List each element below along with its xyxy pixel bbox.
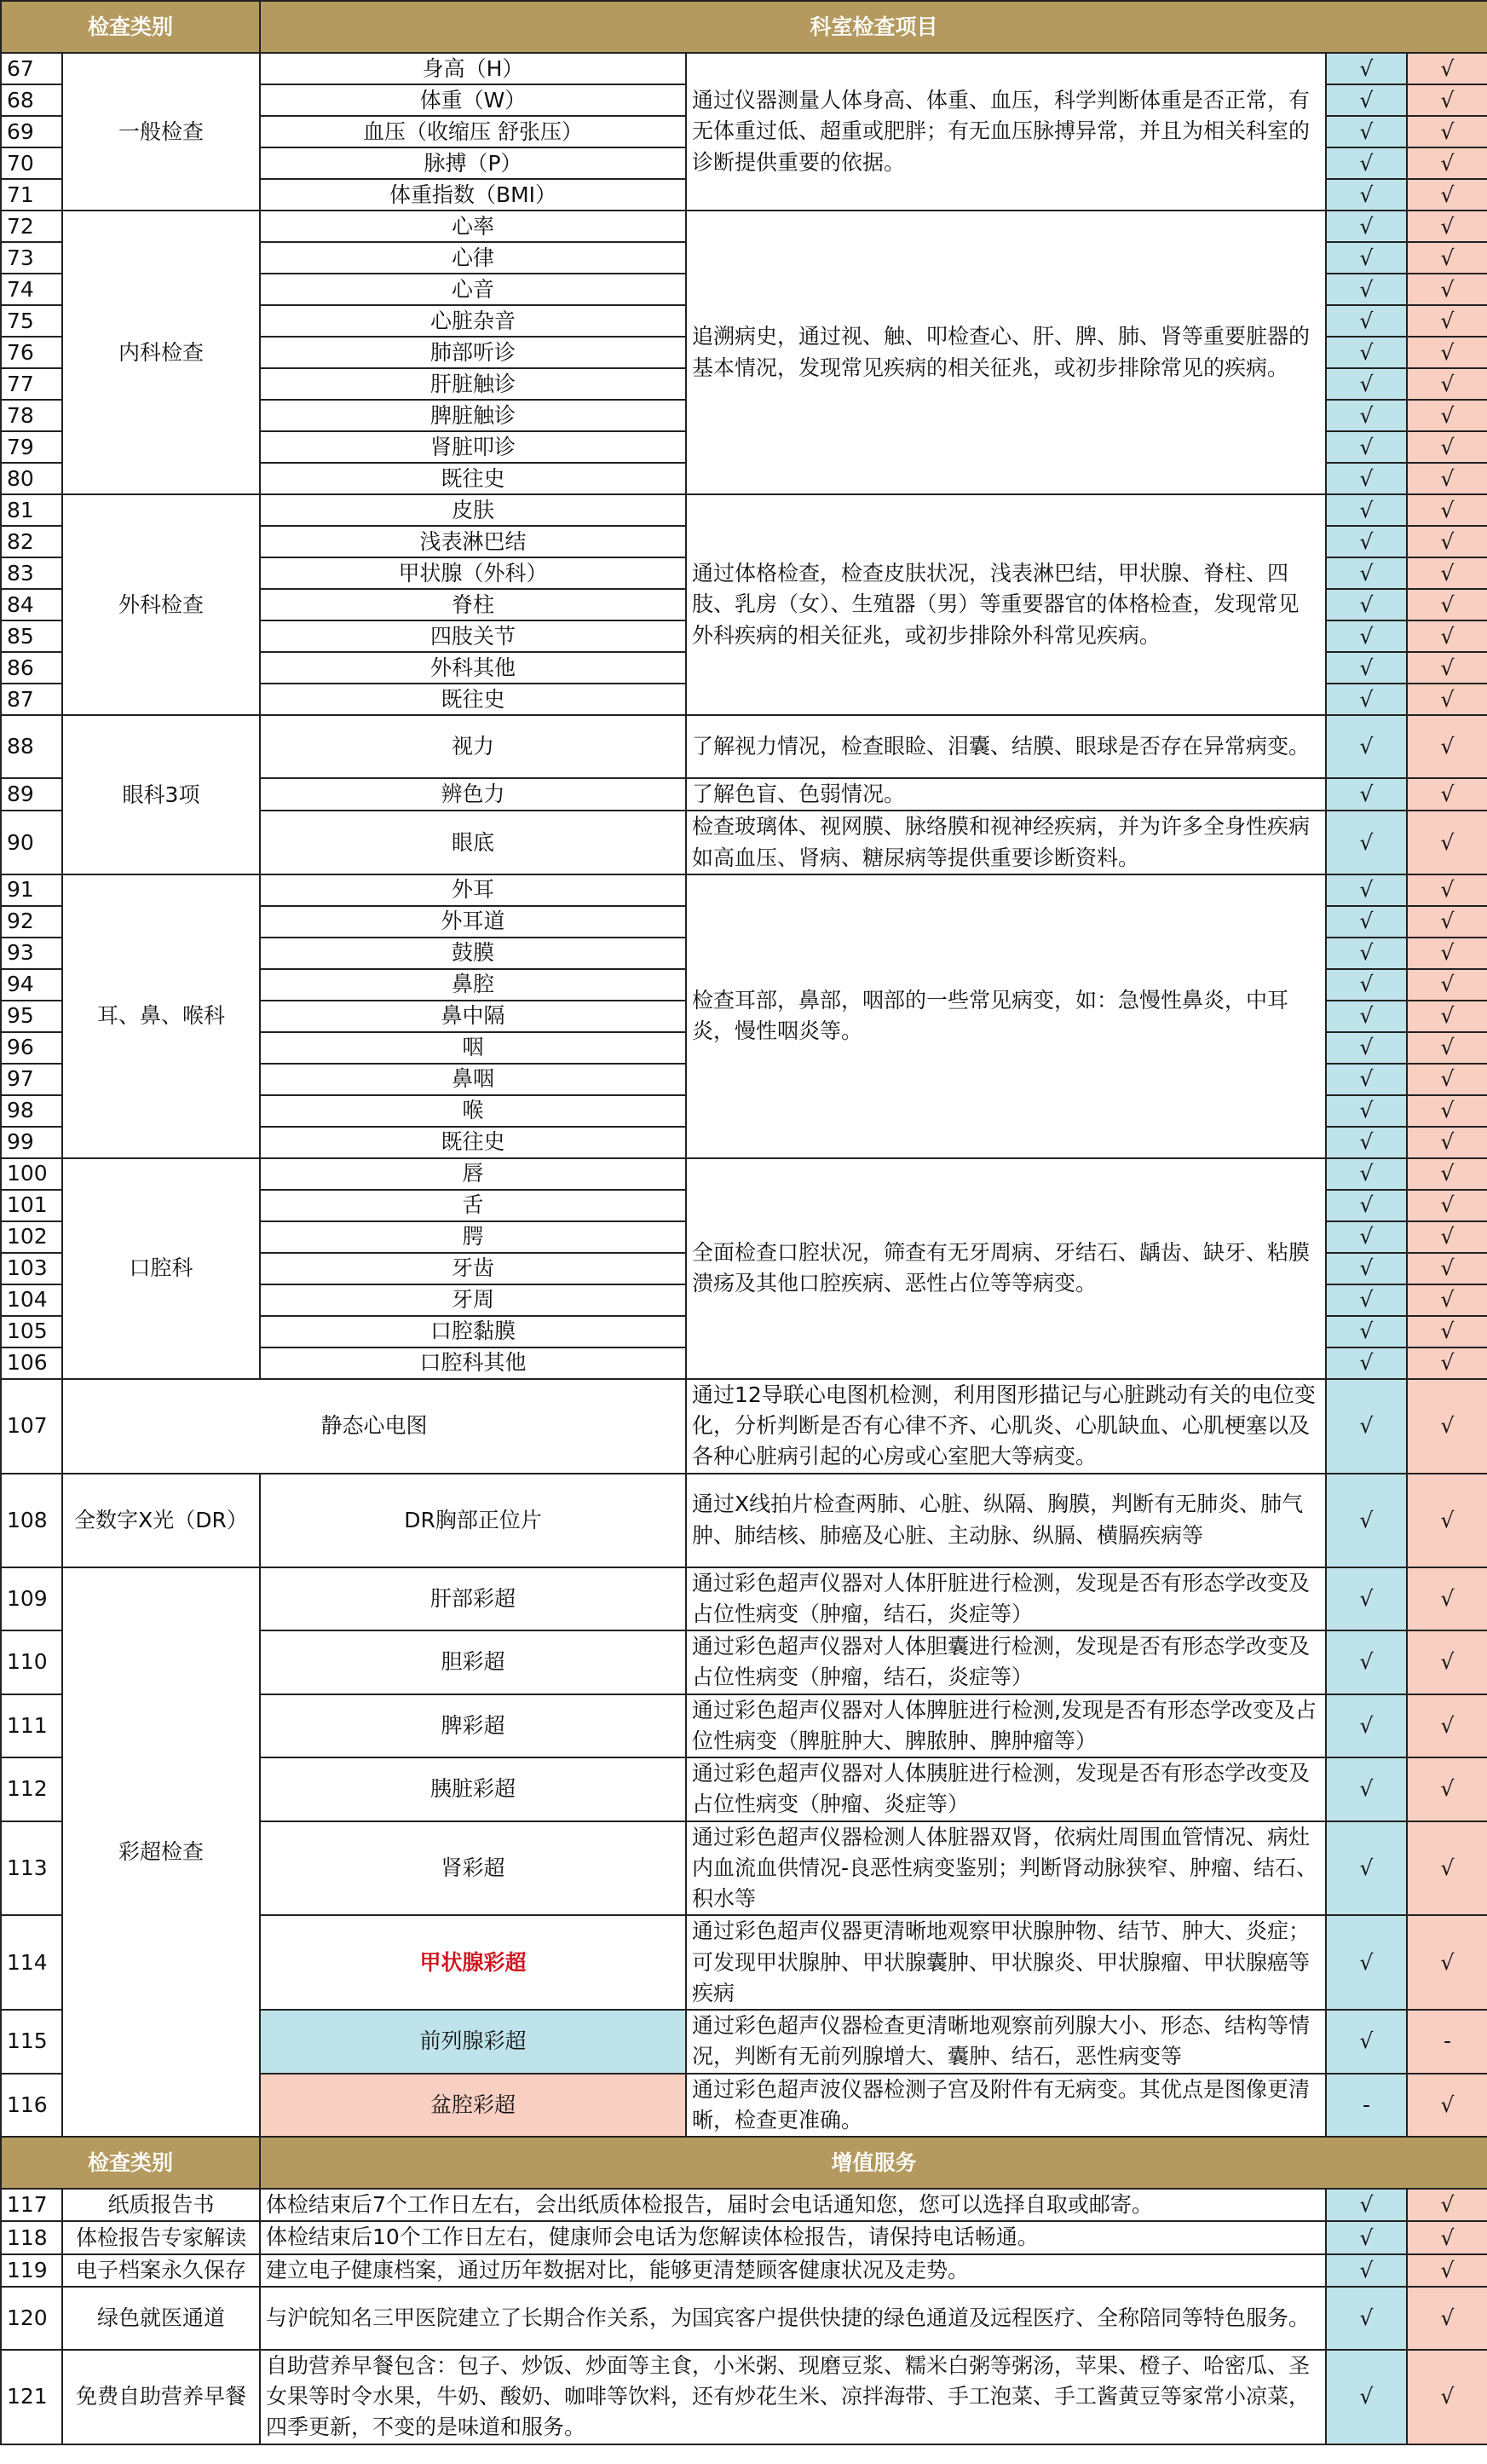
package-b-mark: √ <box>1407 84 1487 116</box>
service-row <box>1 2221 1487 2253</box>
exam-item: 肺部听诊 <box>260 337 686 368</box>
package-a-mark: √ <box>1326 1190 1407 1221</box>
row-number: 113 <box>1 1821 62 1916</box>
package-a-mark: √ <box>1326 589 1407 620</box>
service-row <box>1 2189 1487 2221</box>
exam-item: 辨色力 <box>260 778 686 811</box>
package-b-mark: √ <box>1407 589 1487 620</box>
exam-item: 脾脏触诊 <box>260 400 686 431</box>
package-a-mark: √ <box>1326 274 1407 305</box>
exam-item: 体重指数（BMI） <box>260 179 686 211</box>
exam-item: 心脏杂音 <box>260 305 686 337</box>
row-number: 80 <box>1 463 62 494</box>
package-a-mark: √ <box>1326 494 1407 526</box>
description-thyroid: 通过彩色超声仪器更清晰地观察甲状腺肿物、结节、肿大、炎症；可发现甲状腺肿、甲状腺囊肿、甲状腺炎、甲状腺瘤、甲状腺癌等疾病 <box>686 1915 1326 2010</box>
row-number: 73 <box>1 242 62 274</box>
package-a-mark: √ <box>1326 147 1407 179</box>
package-a-mark: √ <box>1326 938 1407 969</box>
row-number: 91 <box>1 874 62 906</box>
package-a-mark: √ <box>1326 1127 1407 1158</box>
row-number: 105 <box>1 1316 62 1347</box>
exam-item: 皮肤 <box>260 494 686 526</box>
description-ent: 检查耳部，鼻部，咽部的一些常见病变，如：急慢性鼻炎，中耳炎，慢性咽炎等。 <box>686 874 1326 1158</box>
package-b-mark: √ <box>1407 431 1487 463</box>
package-b-mark: √ <box>1407 1474 1487 1567</box>
package-b-mark: √ <box>1407 1630 1487 1694</box>
description-general: 通过仪器测量人体身高、体重、血压，科学判断体重是否正常，有无体重过低、超重或肥胖；有无血压脉搏异常，并且为相关科室的诊断提供重要的依据。 <box>686 53 1326 211</box>
package-a-mark: √ <box>1326 179 1407 211</box>
service-row <box>1 2287 1487 2350</box>
row-number: 84 <box>1 589 62 620</box>
exam-item: 盆腔彩超 <box>260 2074 686 2138</box>
package-b-mark: √ <box>1407 1567 1487 1631</box>
package-b-mark: √ <box>1407 1095 1487 1127</box>
package-a-mark: √ <box>1326 1316 1407 1347</box>
service-row <box>1 2254 1487 2287</box>
description-prostate: 通过彩色超声仪器检查更清晰地观察前列腺大小、形态、结构等情况，判断有无前列腺增大、囊肿、结石，恶性病变等 <box>686 2010 1326 2074</box>
exam-item: 肾彩超 <box>260 1821 686 1916</box>
row-number: 76 <box>1 337 62 368</box>
package-a-mark: √ <box>1326 1694 1407 1758</box>
row-number: 121 <box>1 2350 62 2444</box>
package-b-mark: √ <box>1407 1284 1487 1316</box>
category-ultrasound: 彩超检查 <box>62 1567 260 2138</box>
exam-item: 咽 <box>260 1032 686 1064</box>
package-b-mark: √ <box>1407 906 1487 938</box>
exam-item: 脾彩超 <box>260 1694 686 1758</box>
service-description: 建立电子健康档案，通过历年数据对比，能够更清楚顾客健康状况及走势。 <box>260 2254 1326 2287</box>
row-number: 103 <box>1 1253 62 1284</box>
exam-item: 腭 <box>260 1221 686 1253</box>
exam-item: 身高（H） <box>260 53 686 84</box>
exam-item: 前列腺彩超 <box>260 2010 686 2074</box>
row-number: 74 <box>1 274 62 305</box>
package-a-mark: √ <box>1326 463 1407 494</box>
package-b-mark: √ <box>1407 2221 1487 2253</box>
package-b-mark: √ <box>1407 2254 1487 2287</box>
package-a-mark: √ <box>1326 1158 1407 1190</box>
package-b-mark: √ <box>1407 1347 1487 1379</box>
services-header-row <box>1 2137 1487 2189</box>
row-number: 115 <box>1 2010 62 2074</box>
table-row <box>1 494 1487 526</box>
package-b-mark: √ <box>1407 2074 1487 2138</box>
exam-item: 浅表淋巴结 <box>260 526 686 557</box>
row-number: 109 <box>1 1567 62 1631</box>
package-b-mark: √ <box>1407 778 1487 811</box>
package-b-mark: - <box>1407 2010 1487 2074</box>
exam-item: 静态心电图 <box>62 1379 686 1474</box>
package-a-mark: √ <box>1326 526 1407 557</box>
row-number: 108 <box>1 1474 62 1567</box>
table-row <box>1 715 1487 778</box>
services-header-title: 增值服务 <box>260 2137 1487 2189</box>
package-b-mark: √ <box>1407 179 1487 211</box>
package-a-mark: √ <box>1326 242 1407 274</box>
row-number: 101 <box>1 1190 62 1221</box>
category-internal: 内科检查 <box>62 211 260 494</box>
package-a-mark: √ <box>1326 337 1407 368</box>
exam-item: 牙齿 <box>260 1253 686 1284</box>
package-b-mark: √ <box>1407 1253 1487 1284</box>
description-eye_vision: 了解视力情况，检查眼睑、泪囊、结膜、眼球是否存在异常病变。 <box>686 715 1326 778</box>
exam-item: 视力 <box>260 715 686 778</box>
package-b-mark: √ <box>1407 1064 1487 1095</box>
row-number: 107 <box>1 1379 62 1474</box>
service-description: 与沪皖知名三甲医院建立了长期合作关系，为国宾客户提供快捷的绿色通道及远程医疗、全称陪同等特色服务。 <box>260 2287 1326 2350</box>
package-b-mark: √ <box>1407 715 1487 778</box>
description-pelvis: 通过彩色超声波仪器检测子宫及附件有无病变。其优点是图像更清晰，检查更准确。 <box>686 2074 1326 2138</box>
row-number: 94 <box>1 969 62 1001</box>
exam-item: 既往史 <box>260 684 686 715</box>
category-dr: 全数字X光（DR） <box>62 1474 260 1567</box>
package-a-mark: √ <box>1326 305 1407 337</box>
table-row <box>1 1379 1487 1474</box>
exam-item: 四肢关节 <box>260 620 686 652</box>
row-number: 116 <box>1 2074 62 2138</box>
package-b-mark: √ <box>1407 1221 1487 1253</box>
exam-item: 心律 <box>260 242 686 274</box>
exam-item: 肝部彩超 <box>260 1567 686 1631</box>
description-internal: 追溯病史，通过视、触、叩检查心、肝、脾、肺、肾等重要脏器的基本情况，发现常见疾病的相关征兆，或初步排除常见的疾病。 <box>686 211 1326 494</box>
category-eye: 眼科3项 <box>62 715 260 874</box>
service-name: 绿色就医通道 <box>62 2287 260 2350</box>
package-b-mark: √ <box>1407 2287 1487 2350</box>
row-number: 104 <box>1 1284 62 1316</box>
service-name: 电子档案永久保存 <box>62 2254 260 2287</box>
service-description: 体检结束后10个工作日左右，健康师会电话为您解读体检报告，请保持电话畅通。 <box>260 2221 1326 2253</box>
row-number: 83 <box>1 557 62 589</box>
package-a-mark: √ <box>1326 1095 1407 1127</box>
service-description: 体检结束后7个工作日左右，会出纸质体检报告，届时会电话通知您，您可以选择自取或邮寄。 <box>260 2189 1326 2221</box>
package-a-mark: √ <box>1326 1821 1407 1916</box>
table-row <box>1 53 1487 84</box>
package-a-mark: √ <box>1326 1757 1407 1821</box>
row-number: 68 <box>1 84 62 116</box>
exam-item: 喉 <box>260 1095 686 1127</box>
package-a-mark: √ <box>1326 1253 1407 1284</box>
package-b-mark: √ <box>1407 242 1487 274</box>
package-a-mark: √ <box>1326 684 1407 715</box>
package-b-mark: √ <box>1407 2189 1487 2221</box>
service-name: 免费自助营养早餐 <box>62 2350 260 2444</box>
category-ent: 耳、鼻、喉科 <box>62 874 260 1158</box>
row-number: 110 <box>1 1630 62 1694</box>
row-number: 71 <box>1 179 62 211</box>
description-eye_color: 了解色盲、色弱情况。 <box>686 778 1326 811</box>
package-b-mark: √ <box>1407 116 1487 147</box>
row-number: 88 <box>1 715 62 778</box>
package-a-mark: √ <box>1326 1221 1407 1253</box>
header-row <box>1 1 1487 53</box>
service-description: 自助营养早餐包含：包子、炒饭、炒面等主食，小米粥、现磨豆浆、糯米白粥等粥汤，苹果、橙子、哈密瓜、圣女果等时令水果，牛奶、酸奶、咖啡等饮料，还有炒花生米、凉拌海带、手工泡菜、手工酱黄豆等家常小凉菜，四季更新，不变的是味道和服务。 <box>260 2350 1326 2444</box>
row-number: 102 <box>1 1221 62 1253</box>
exam-item: 外耳 <box>260 874 686 906</box>
package-a-mark: √ <box>1326 715 1407 778</box>
package-b-mark: √ <box>1407 1915 1487 2010</box>
exam-item: 外科其他 <box>260 652 686 684</box>
package-b-mark: √ <box>1407 969 1487 1001</box>
description-dr: 通过X线拍片检查两肺、心脏、纵隔、胸膜，判断有无肺炎、肺气肿、肺结核、肺癌及心脏、主动脉、纵膈、横膈疾病等 <box>686 1474 1326 1567</box>
package-b-mark: √ <box>1407 211 1487 242</box>
exam-item: 脉搏（P） <box>260 147 686 179</box>
header-category: 检查类别 <box>1 1 260 53</box>
package-b-mark: √ <box>1407 938 1487 969</box>
row-number: 75 <box>1 305 62 337</box>
package-a-mark: √ <box>1326 1379 1407 1474</box>
description-surgery: 通过体格检查，检查皮肤状况，浅表淋巴结，甲状腺、脊柱、四肢、乳房（女）、生殖器（男）等重要器官的体格检查，发现常见外科疾病的相关征兆，或初步排除外科常见疾病。 <box>686 494 1326 715</box>
exam-item: 血压（收缩压 舒张压） <box>260 116 686 147</box>
package-a-mark: √ <box>1326 1064 1407 1095</box>
row-number: 111 <box>1 1694 62 1758</box>
row-number: 81 <box>1 494 62 526</box>
exam-item: 鼻咽 <box>260 1064 686 1095</box>
row-number: 92 <box>1 906 62 938</box>
exam-item: 鼓膜 <box>260 938 686 969</box>
package-b-mark: √ <box>1407 147 1487 179</box>
package-b-mark: √ <box>1407 463 1487 494</box>
table-row <box>1 874 1487 906</box>
exam-item: 脊柱 <box>260 589 686 620</box>
row-number: 85 <box>1 620 62 652</box>
package-a-mark: √ <box>1326 557 1407 589</box>
row-number: 87 <box>1 684 62 715</box>
package-b-mark: √ <box>1407 1821 1487 1916</box>
package-b-mark: √ <box>1407 1127 1487 1158</box>
exam-item: 口腔黏膜 <box>260 1316 686 1347</box>
package-b-mark: √ <box>1407 1757 1487 1821</box>
exam-item: 鼻腔 <box>260 969 686 1001</box>
exam-item: 牙周 <box>260 1284 686 1316</box>
package-a-mark: √ <box>1326 1001 1407 1032</box>
service-name: 体检报告专家解读 <box>62 2221 260 2253</box>
exam-item: 眼底 <box>260 811 686 874</box>
row-number: 120 <box>1 2287 62 2350</box>
row-number: 96 <box>1 1032 62 1064</box>
package-b-mark: √ <box>1407 526 1487 557</box>
row-number: 77 <box>1 368 62 400</box>
package-b-mark: √ <box>1407 53 1487 84</box>
exam-item: 心率 <box>260 211 686 242</box>
package-b-mark: √ <box>1407 1001 1487 1032</box>
exam-item: 外耳道 <box>260 906 686 938</box>
package-b-mark: √ <box>1407 684 1487 715</box>
package-b-mark: √ <box>1407 1379 1487 1474</box>
package-b-mark: √ <box>1407 1190 1487 1221</box>
row-number: 69 <box>1 116 62 147</box>
row-number: 98 <box>1 1095 62 1127</box>
package-b-mark: √ <box>1407 2350 1487 2444</box>
package-a-mark: √ <box>1326 1474 1407 1567</box>
row-number: 106 <box>1 1347 62 1379</box>
package-a-mark: √ <box>1326 2350 1407 2444</box>
exam-item: 既往史 <box>260 463 686 494</box>
exam-item: 胆彩超 <box>260 1630 686 1694</box>
description-gall: 通过彩色超声仪器对人体胆囊进行检测，发现是否有形态学改变及占位性病变（肿瘤，结石，炎症等） <box>686 1630 1326 1694</box>
package-a-mark: √ <box>1326 1915 1407 2010</box>
category-oral: 口腔科 <box>62 1158 260 1379</box>
exam-item: 口腔科其他 <box>260 1347 686 1379</box>
exam-item: 舌 <box>260 1190 686 1221</box>
exam-item: DR胸部正位片 <box>260 1474 686 1567</box>
package-a-mark: √ <box>1326 2287 1407 2350</box>
row-number: 89 <box>1 778 62 811</box>
package-b-mark: √ <box>1407 874 1487 906</box>
exam-item: 甲状腺（外科） <box>260 557 686 589</box>
description-ecg: 通过12导联心电图机检测，利用图形描记与心脏跳动有关的电位变化，分析判断是否有心律不齐、心肌炎、心肌缺血、心肌梗塞以及各种心脏病引起的心房或心室肥大等病变。 <box>686 1379 1326 1474</box>
package-b-mark: √ <box>1407 557 1487 589</box>
service-row <box>1 2350 1487 2444</box>
package-a-mark: √ <box>1326 620 1407 652</box>
package-a-mark: √ <box>1326 1630 1407 1694</box>
services-header-category: 检查类别 <box>1 2137 260 2189</box>
row-number: 70 <box>1 147 62 179</box>
description-kidney: 通过彩色超声仪器检测人体脏器双肾，依病灶周围血管情况、病灶内血流血供情况-良恶性病变鉴别；判断肾动脉狭窄、肿瘤、结石、积水等 <box>686 1821 1326 1916</box>
exam-item: 既往史 <box>260 1127 686 1158</box>
row-number: 100 <box>1 1158 62 1190</box>
row-number: 117 <box>1 2189 62 2221</box>
package-a-mark: √ <box>1326 1347 1407 1379</box>
package-b-mark: √ <box>1407 400 1487 431</box>
package-b-mark: √ <box>1407 337 1487 368</box>
package-a-mark: √ <box>1326 906 1407 938</box>
package-a-mark: √ <box>1326 211 1407 242</box>
row-number: 112 <box>1 1757 62 1821</box>
package-a-mark: √ <box>1326 652 1407 684</box>
package-a-mark: √ <box>1326 969 1407 1001</box>
package-a-mark: √ <box>1326 53 1407 84</box>
package-b-mark: √ <box>1407 1694 1487 1758</box>
exam-item: 甲状腺彩超 <box>260 1915 686 2010</box>
description-pancreas: 通过彩色超声仪器对人体胰脏进行检测，发现是否有形态学改变及占位性病变（肿瘤、炎症等） <box>686 1757 1326 1821</box>
package-a-mark: √ <box>1326 116 1407 147</box>
table-row <box>1 211 1487 242</box>
row-number: 114 <box>1 1915 62 2010</box>
table-row <box>1 1567 1487 1631</box>
package-b-mark: √ <box>1407 1316 1487 1347</box>
package-a-mark: √ <box>1326 2010 1407 2074</box>
package-b-mark: √ <box>1407 305 1487 337</box>
exam-item: 鼻中隔 <box>260 1001 686 1032</box>
package-a-mark: √ <box>1326 400 1407 431</box>
exam-item: 胰脏彩超 <box>260 1757 686 1821</box>
exam-item: 肝脏触诊 <box>260 368 686 400</box>
package-b-mark: √ <box>1407 368 1487 400</box>
category-general: 一般检查 <box>62 53 260 211</box>
package-a-mark: √ <box>1326 778 1407 811</box>
package-a-mark: √ <box>1326 2189 1407 2221</box>
package-b-mark: √ <box>1407 620 1487 652</box>
package-b-mark: √ <box>1407 652 1487 684</box>
category-surgery: 外科检查 <box>62 494 260 715</box>
description-oral: 全面检查口腔状况，筛查有无牙周病、牙结石、龋齿、缺牙、粘膜溃疡及其他口腔疾病、恶性占位等等病变。 <box>686 1158 1326 1379</box>
package-a-mark: √ <box>1326 2254 1407 2287</box>
row-number: 79 <box>1 431 62 463</box>
row-number: 86 <box>1 652 62 684</box>
row-number: 119 <box>1 2254 62 2287</box>
exam-item: 肾脏叩诊 <box>260 431 686 463</box>
row-number: 90 <box>1 811 62 874</box>
row-number: 95 <box>1 1001 62 1032</box>
row-number: 118 <box>1 2221 62 2253</box>
table-row <box>1 1158 1487 1190</box>
row-number: 72 <box>1 211 62 242</box>
package-a-mark: √ <box>1326 1032 1407 1064</box>
description-spleen: 通过彩色超声仪器对人体脾脏进行检测,发现是否有形态学改变及占位性病变（脾脏肿大、脾脓肿、脾肿瘤等） <box>686 1694 1326 1758</box>
row-number: 78 <box>1 400 62 431</box>
package-a-mark: √ <box>1326 874 1407 906</box>
row-number: 67 <box>1 53 62 84</box>
description-eye_fundus: 检查玻璃体、视网膜、脉络膜和视神经疾病，并为许多全身性疾病如高血压、肾病、糖尿病等提供重要诊断资料。 <box>686 811 1326 874</box>
exam-item: 体重（W） <box>260 84 686 116</box>
package-a-mark: √ <box>1326 2221 1407 2253</box>
package-b-mark: √ <box>1407 1158 1487 1190</box>
exam-item: 唇 <box>260 1158 686 1190</box>
package-a-mark: √ <box>1326 1284 1407 1316</box>
package-a-mark: √ <box>1326 84 1407 116</box>
package-a-mark: √ <box>1326 1567 1407 1631</box>
package-a-mark: - <box>1326 2074 1407 2138</box>
package-a-mark: √ <box>1326 811 1407 874</box>
row-number: 97 <box>1 1064 62 1095</box>
row-number: 93 <box>1 938 62 969</box>
package-a-mark: √ <box>1326 431 1407 463</box>
package-b-mark: √ <box>1407 274 1487 305</box>
package-b-mark: √ <box>1407 1032 1487 1064</box>
description-liver: 通过彩色超声仪器对人体肝脏进行检测，发现是否有形态学改变及占位性病变（肿瘤，结石，炎症等） <box>686 1567 1326 1631</box>
row-number: 99 <box>1 1127 62 1158</box>
table-row <box>1 1474 1487 1567</box>
package-b-mark: √ <box>1407 494 1487 526</box>
header-items: 科室检查项目 <box>260 1 1487 53</box>
service-name: 纸质报告书 <box>62 2189 260 2221</box>
package-a-mark: √ <box>1326 368 1407 400</box>
package-b-mark: √ <box>1407 811 1487 874</box>
row-number: 82 <box>1 526 62 557</box>
exam-item: 心音 <box>260 274 686 305</box>
